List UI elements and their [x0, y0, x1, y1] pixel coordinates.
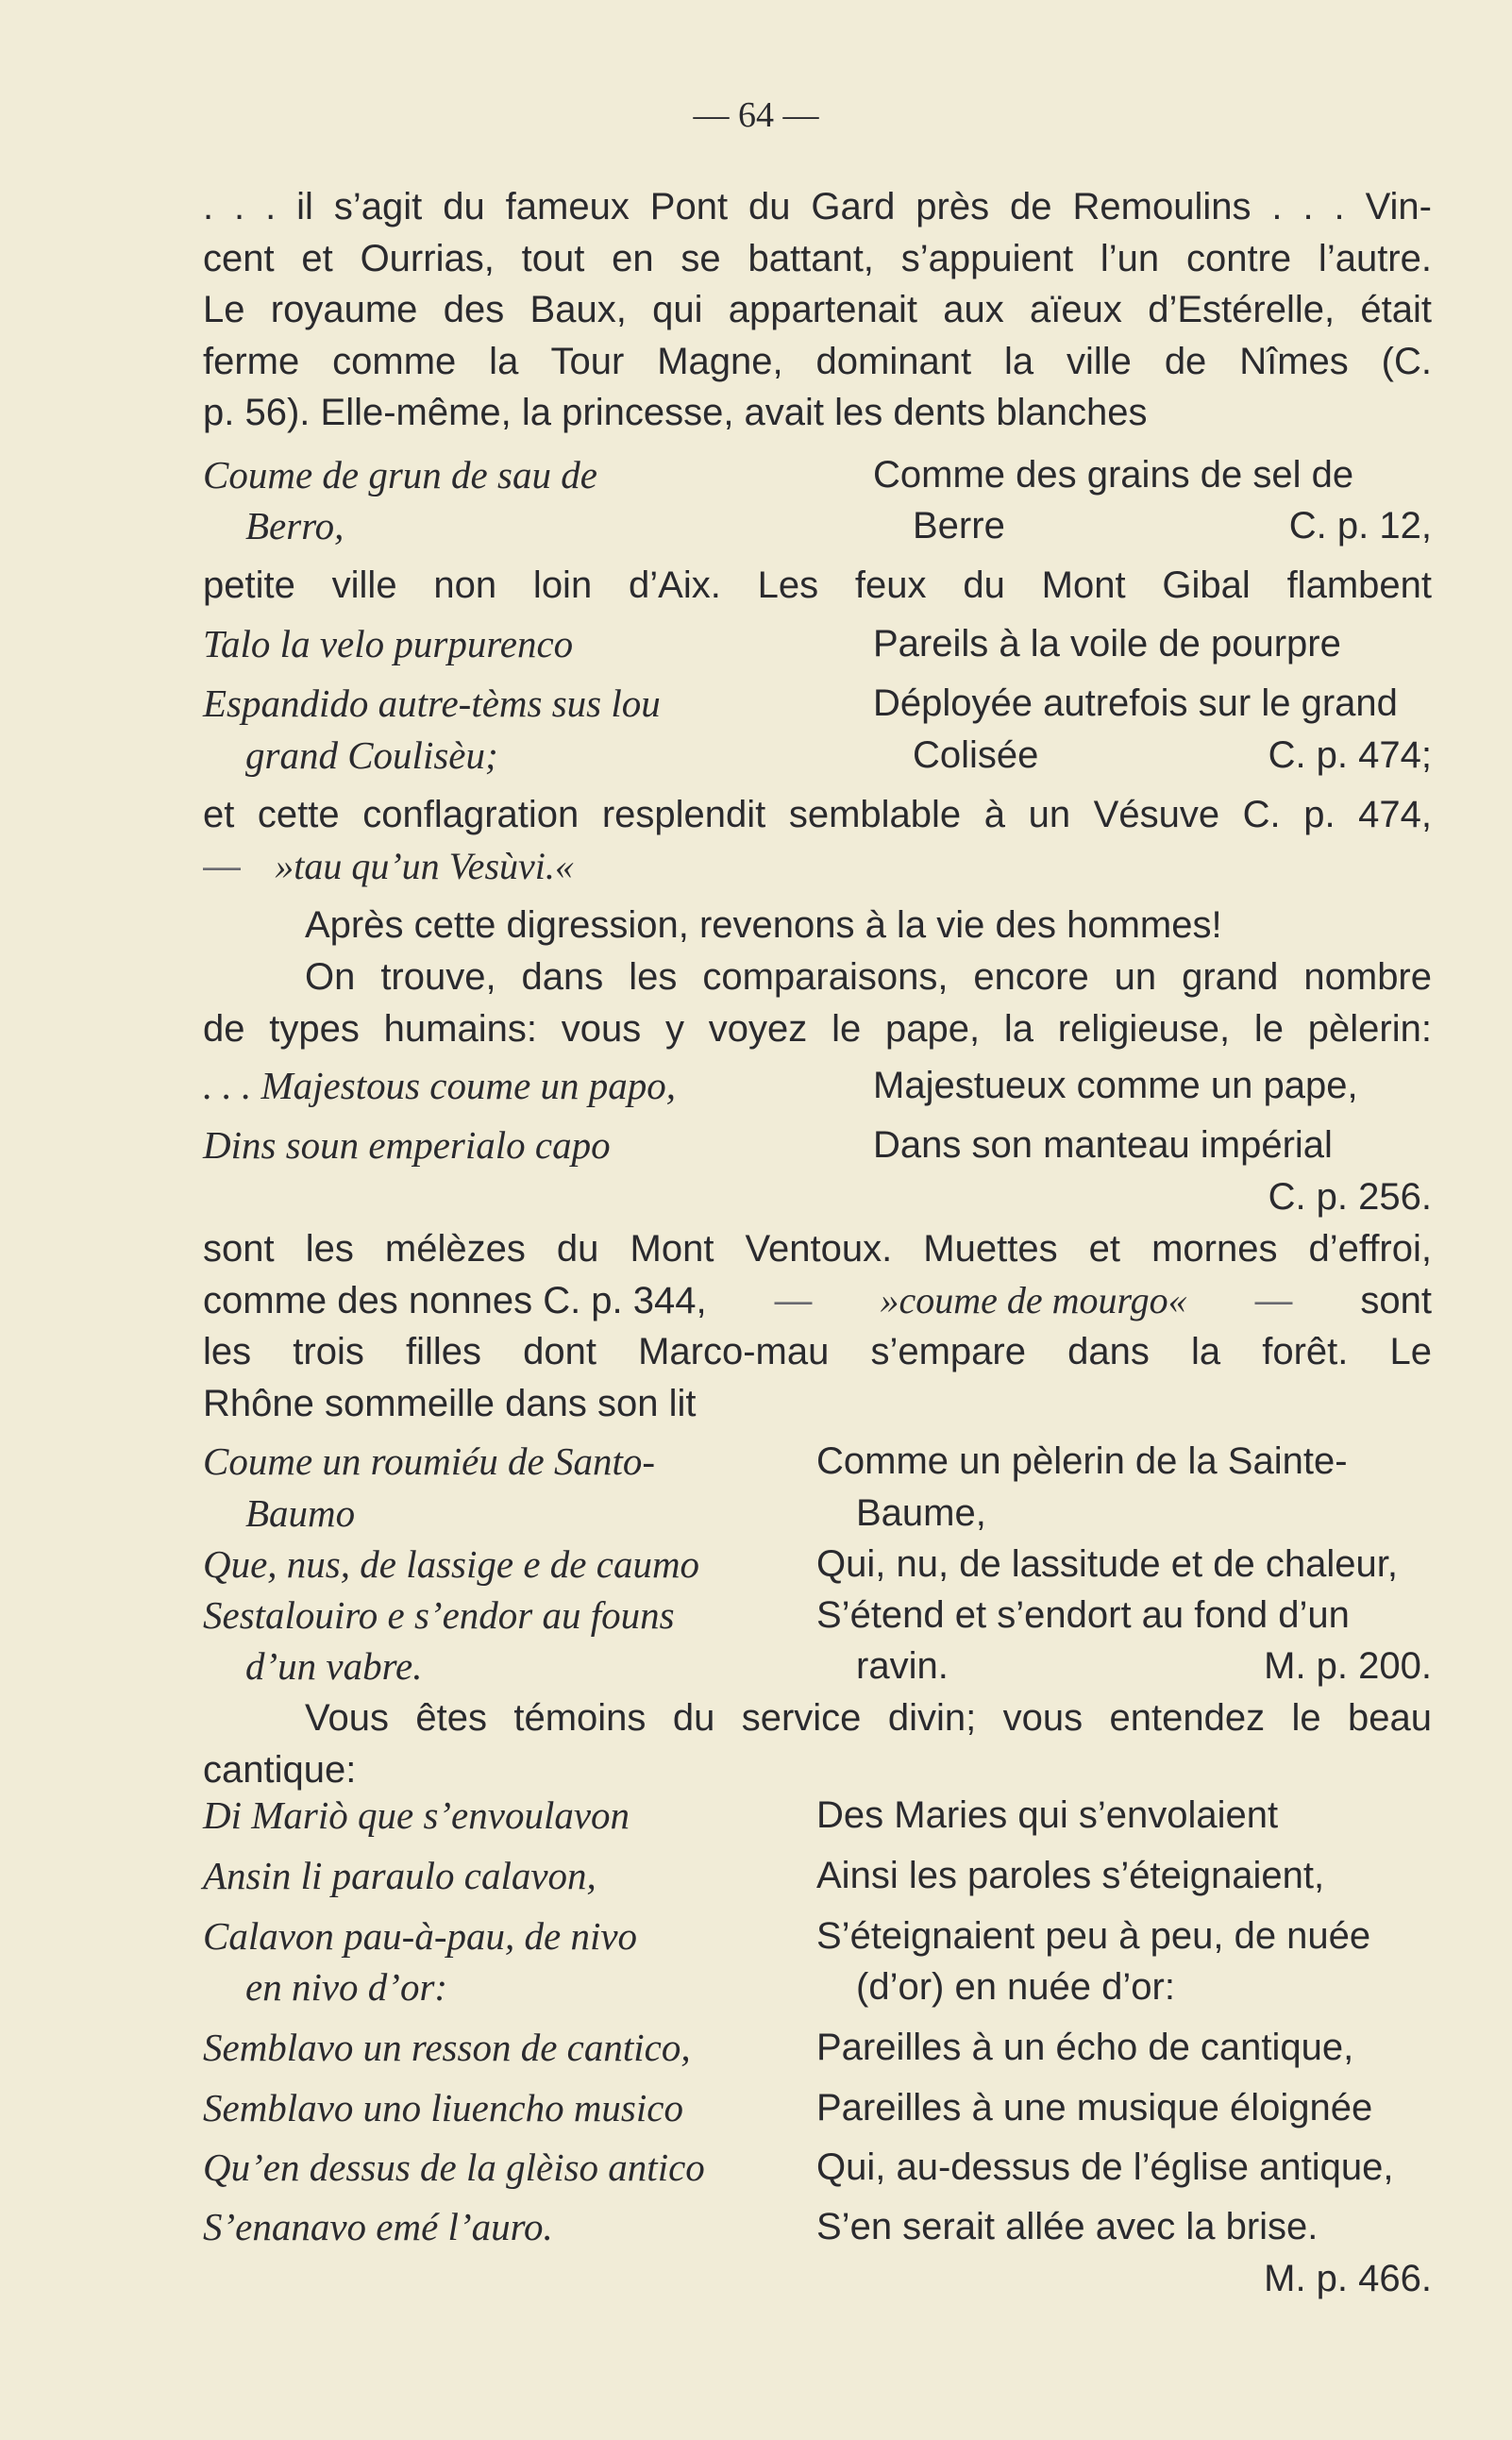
page-number: — 64 —: [693, 95, 819, 135]
verse-row: [203, 730, 1432, 782]
provencal-verse: S’enanavo emé l’auro.: [203, 2205, 553, 2248]
paragraph-1: [203, 181, 1432, 439]
provencal-verse: Dins soun emperialo capo: [203, 1123, 611, 1167]
french-verse: Qui, au-dessus de l’église antique,: [816, 2146, 1394, 2188]
provencal-verse: d’un vabre.: [245, 1644, 423, 1688]
text-line: de types humains: vous y voyez le pape, la religieuse, le pèlerin:: [203, 1007, 1432, 1050]
text-line: sont les mélèzes du Mont Ventoux. Muettes et mornes d’effroi,: [203, 1228, 1432, 1270]
verse-row: [203, 678, 1432, 731]
verse-row: [203, 2022, 1432, 2075]
citation-reference: M. p. 466.: [1264, 2258, 1432, 2299]
citation-reference: C. p. 12,: [1288, 505, 1432, 547]
text-line: et cette conflagration resplendit semblable à un Vésuve C. p. 474,: [203, 794, 1432, 835]
verse-row: [203, 449, 1432, 502]
paragraph-6: [203, 1223, 1432, 1429]
citation-reference: C. p. 256.: [1268, 1176, 1432, 1218]
provencal-verse: en nivo d’or:: [245, 1965, 448, 2009]
provencal-verse: Di Mariò que s’envoulavon: [203, 1793, 630, 1837]
verse-row: [203, 500, 1432, 553]
french-verse: Comme des grains de sel de: [873, 454, 1354, 496]
french-verse: Berre: [913, 505, 1005, 547]
verse-row: [203, 1850, 1432, 1903]
provencal-verse: Sestalouiro e s’endor au founs: [203, 1593, 675, 1637]
text-line: les trois filles dont Marco-mau s’empare dans la forêt. Le: [203, 1331, 1432, 1372]
text-line: cantique:: [203, 1748, 357, 1791]
verse-row: [203, 1436, 1432, 1489]
verse-row: [203, 1641, 1432, 1693]
paragraph-7: [203, 1692, 1432, 1795]
text-line: cent et Ourrias, tout en se battant, s’appuient l’un contre l’autre.: [203, 237, 1432, 279]
verse-row: [203, 1539, 1432, 1591]
verse-row: [203, 1119, 1432, 1172]
paragraph-2: [203, 560, 1432, 612]
french-verse: Comme un pèlerin de la Sainte-: [816, 1440, 1348, 1482]
provencal-verse: Baumo: [245, 1491, 356, 1535]
french-verse: Ainsi les paroles s’éteignaient,: [816, 1855, 1325, 1896]
provencal-verse: Ansin li paraulo calavon,: [203, 1854, 596, 1897]
provencal-verse: Berro,: [245, 504, 344, 547]
em-dash: —: [203, 845, 241, 887]
provencal-verse: Semblavo un resson de cantico,: [203, 2026, 691, 2069]
french-verse: Déployée autrefois sur le grand: [873, 682, 1398, 724]
text-segment: sont: [1360, 1279, 1432, 1321]
verse-row: [203, 1590, 1432, 1642]
french-verse: Pareilles à une musique éloignée: [816, 2087, 1373, 2129]
paragraph-3: [203, 789, 1432, 892]
em-dash: —: [1254, 1279, 1293, 1321]
citation-reference: M. p. 200.: [1264, 1645, 1432, 1687]
text-line: [203, 1275, 1432, 1327]
french-verse: Qui, nu, de lassitude et de chaleur,: [816, 1543, 1398, 1585]
provencal-verse: Espandido autre-tèms sus lou: [203, 682, 661, 725]
inline-quote: »tau qu’un Vesùvi.«: [275, 844, 574, 887]
text-line: Après cette digression, revenons à la vie des hommes!: [305, 904, 1222, 946]
french-verse: Baume,: [856, 1492, 986, 1534]
provencal-verse: Coume de grun de sau de: [203, 453, 597, 496]
verse-row: [203, 2142, 1432, 2195]
text-line: Rhône sommeille dans son lit: [203, 1382, 697, 1424]
verse-row: [203, 1488, 1432, 1540]
french-verse: Dans son manteau impérial: [873, 1124, 1333, 1166]
french-verse: S’en serait allée avec la brise.: [816, 2206, 1319, 2247]
provencal-verse: Qu’en dessus de la glèiso antico: [203, 2146, 705, 2189]
paragraph-4: [203, 900, 1432, 951]
french-verse: Pareilles à un écho de cantique,: [816, 2027, 1354, 2068]
text-line: Vous êtes témoins du service divin; vous entendez le beau: [305, 1697, 1432, 1739]
verse-row: [203, 1171, 1432, 1224]
verse-row: [203, 1910, 1432, 1963]
verse-row: [203, 2082, 1432, 2135]
verse-row: [203, 2253, 1432, 2306]
paragraph-5: [203, 951, 1432, 1054]
french-verse: S’étend et s’endort au fond d’un: [816, 1594, 1350, 1636]
provencal-verse: grand Coulisèu;: [245, 733, 498, 777]
french-verse: Des Maries qui s’envolaient: [816, 1794, 1279, 1836]
french-verse: (d’or) en nuée d’or:: [856, 1966, 1175, 2008]
french-verse: Majestueux comme un pape,: [873, 1065, 1358, 1106]
verse-row: [203, 618, 1432, 671]
verse-row: [203, 1060, 1432, 1113]
provencal-verse: Calavon pau-à-pau, de nivo: [203, 1914, 638, 1958]
verse-row: [203, 2201, 1432, 2254]
text-segment: comme des nonnes C. p. 344,: [203, 1279, 707, 1321]
citation-reference: C. p. 474;: [1268, 734, 1432, 776]
provencal-verse: Coume un roumiéu de Santo-: [203, 1439, 656, 1483]
inline-quote: »coume de mourgo«: [880, 1278, 1187, 1321]
em-dash: —: [774, 1279, 813, 1321]
text-line: petite ville non loin d’Aix. Les feux du Mont Gibal flambent: [203, 564, 1432, 606]
verse-row: [203, 1790, 1432, 1843]
text-line: Le royaume des Baux, qui appartenait aux aïeux d’Estérelle, était: [203, 289, 1432, 330]
french-verse: S’éteignaient peu à peu, de nuée: [816, 1915, 1371, 1957]
text-line: p. 56). Elle-même, la princesse, avait les dents blanches: [203, 392, 1148, 433]
french-verse: ravin.: [856, 1645, 949, 1687]
verse-row: [203, 1961, 1432, 2014]
provencal-verse: Talo la velo purpurenco: [203, 622, 574, 665]
text-line: On trouve, dans les comparaisons, encore un grand nombre: [305, 956, 1432, 998]
provencal-verse: Semblavo uno liuencho musico: [203, 2086, 683, 2129]
french-verse: Pareils à la voile de pourpre: [873, 623, 1341, 665]
text-line: . . . il s’agit du fameux Pont du Gard près de Remoulins . . . Vin-: [203, 186, 1432, 227]
provencal-verse: . . . Majestous coume un papo,: [203, 1064, 677, 1107]
provencal-verse: Que, nus, de lassige e de caumo: [203, 1542, 700, 1586]
french-verse: Colisée: [913, 734, 1039, 776]
text-line: [203, 841, 1432, 893]
text-line: ferme comme la Tour Magne, dominant la ville de Nîmes (C.: [203, 340, 1432, 382]
